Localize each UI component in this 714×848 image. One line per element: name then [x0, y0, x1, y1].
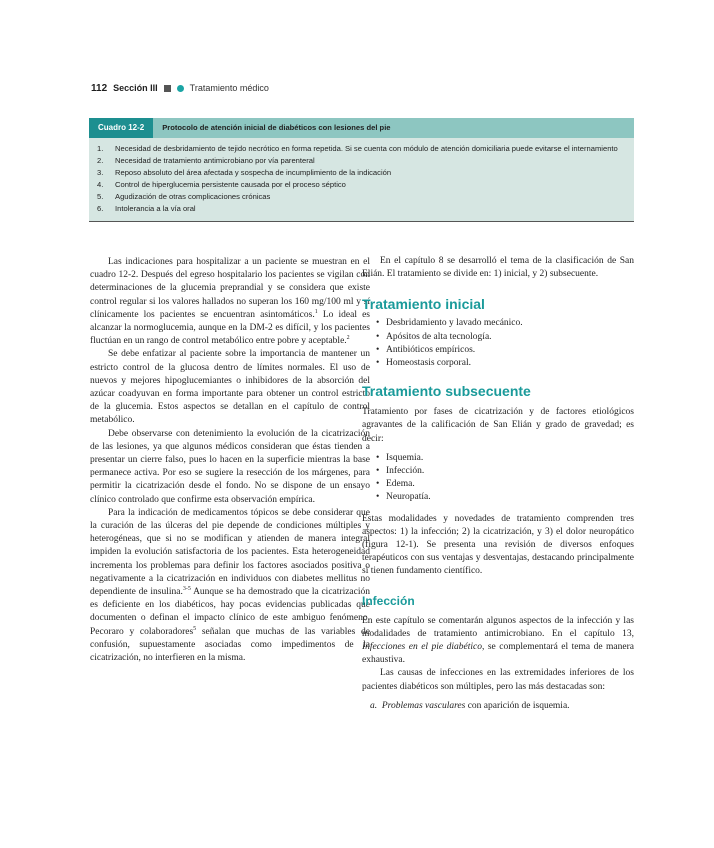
heading-tratamiento-subsecuente: Tratamiento subsecuente	[362, 383, 531, 400]
box-header	[89, 118, 634, 138]
list-item: • Apósitos de alta tecnología.	[376, 331, 634, 344]
list-item: • Isquemia.	[376, 452, 634, 465]
paragraph: Tratamiento por fases de cicatrización y de factores etiológicos agravantes de la calificación de San Elián y grado de gravedad; es decir:	[362, 407, 634, 444]
box-item: 6. Intolerancia a la vía oral	[97, 204, 196, 213]
right-column	[362, 255, 634, 713]
box-title: Protocolo de atención inicial de diabéticos con lesiones del pie	[153, 118, 634, 138]
list-item: • Edema.	[376, 478, 634, 491]
list-item: • Neuropatía.	[376, 491, 634, 504]
subsecuente-list	[362, 452, 634, 505]
list-item: • Desbridamiento y lavado mecánico.	[376, 317, 634, 330]
paragraph: Las indicaciones para hospitalizar a un paciente se muestran en el cuadro 12-2. Después del egreso hospitalario los pacientes se vigilan con determinaciones de la glucemia preprandial y se considera que existe control regular si los valores hallados no superan los 160 mg/100 ml y sí clínicamente los pacientes se encuentran asintomáticos.$^1$ Lo ideal es alcanzar la normoglucemia, aunque en la DM-2 es difícil, y los pacientes fluctúan en un rango de control metabólico entre pobre y aceptable.$^2$	[90, 257, 370, 347]
box-item: 1. Necesidad de desbridamiento de tejido necrótico en forma repetida. Si se cuenta con módulo de atención domiciliaria puede evitarse el internamiento	[97, 144, 618, 153]
paragraph: En este capítulo se comentarán algunos aspectos de la infección y las modalidades de tratamiento antimicrobiano. En el capítulo 13, Infecciones en el pie diabético, se complementará el tema de manera exhaustiva.	[362, 615, 634, 666]
box-item: 3. Reposo absoluto del área afectada y sospecha de incumplimiento de la indicación	[97, 168, 392, 177]
list-item: • Homeostasis corporal.	[376, 357, 634, 370]
box-item: 2. Necesidad de tratamiento antimicrobiano por vía parenteral	[97, 156, 315, 165]
paragraph: En el capítulo 8 se desarrolló el tema de la clasificación de San Elián. El tratamiento se divide en: 1) inicial, y 2) subsecuente.	[362, 256, 634, 280]
heading-infeccion: Infección	[362, 593, 415, 608]
heading-tratamiento-inicial: Tratamiento inicial	[362, 296, 485, 313]
paragraph: Estas modalidades y novedades de tratamiento comprenden tres aspectos: 1) la infección; 2) la cicatrización, y 3) el dolor neuropático (figura 12-1). Se presenta una revisión de diversos enfoques terapéuticos con sus ventajas y desventajas, destacando principalmente si tienen fundamento científico.	[362, 513, 634, 577]
box-item: 5. Agudización de otras complicaciones crónicas	[97, 192, 271, 201]
paragraph: Se debe enfatizar al paciente sobre la importancia de mantener un estricto control de la glucosa dentro de límites normales. El uso de nuevos y mejores hipoglucemiantes o inhibidores de la absorción del azúcar coadyuvan en forma importante para obtener un control estricto de la glucemia. Estos aspectos se detallan en el capítulo de control metabólico.	[90, 349, 370, 426]
box-list	[89, 138, 634, 221]
section-dot-icon	[177, 85, 184, 92]
left-column	[90, 256, 370, 665]
protocol-box	[89, 118, 634, 222]
inicial-list	[362, 317, 634, 370]
list-item: a. Problemas vasculares con aparición de isquemia.	[370, 700, 570, 711]
page-number: 112	[91, 82, 108, 94]
list-item: • Infección.	[376, 465, 634, 478]
box-item: 4. Control de hiperglucemia persistente causada por el proceso séptico	[97, 180, 346, 189]
box-tag: Cuadro 12-2	[89, 118, 153, 138]
chapter-title: Tratamiento médico	[189, 83, 269, 93]
page-header	[91, 80, 269, 96]
paragraph: Las causas de infecciones en las extremidades inferiores de los pacientes diabéticos son múltiples, pero las más destacadas son:	[362, 668, 634, 692]
section-square-icon	[164, 85, 171, 92]
list-item: • Antibióticos empíricos.	[376, 344, 634, 357]
paragraph: Para la indicación de medicamentos tópicos se debe considerar que la curación de las úlceras del pie depende de condiciones múltiples y heterogéneas, que si no se modifican y atienden de manera integral impiden la evolución satisfactoria de los pacientes. Esta heterogeneidad incrementa los problemas para definir los factores asociados positiva o negativamente a la cicatrización en individuos con diabetes mellitus no dependiente de insulina.$^{3-5}$ Aunque se ha demostrado que la cicatrización es deficiente en los diabéticos, hay pocas evidencias publicadas que documenten o definan el impacto clínico de este ambiguo fenómeno. Pecoraro y colaboradores$^5$ señalan que muchas de las variables de confusión, supuestamente asociadas como impedimentos de la cicatrización, no interfieren en la misma.	[90, 507, 370, 664]
section-label: Sección III	[113, 83, 158, 93]
paragraph: Debe observarse con detenimiento la evolución de la cicatrización de las lesiones, ya que algunos médicos consideran que éstas tienden a presentar un cierre falso, pues lo hacen en la superficie mientras la base permanece activa. Por eso se sugiere la resección de los márgenes, para permitir la cicatrización desde el fondo. No se dispone de un ensayo clínico controlado que confirme esta observación empírica.	[90, 428, 370, 505]
